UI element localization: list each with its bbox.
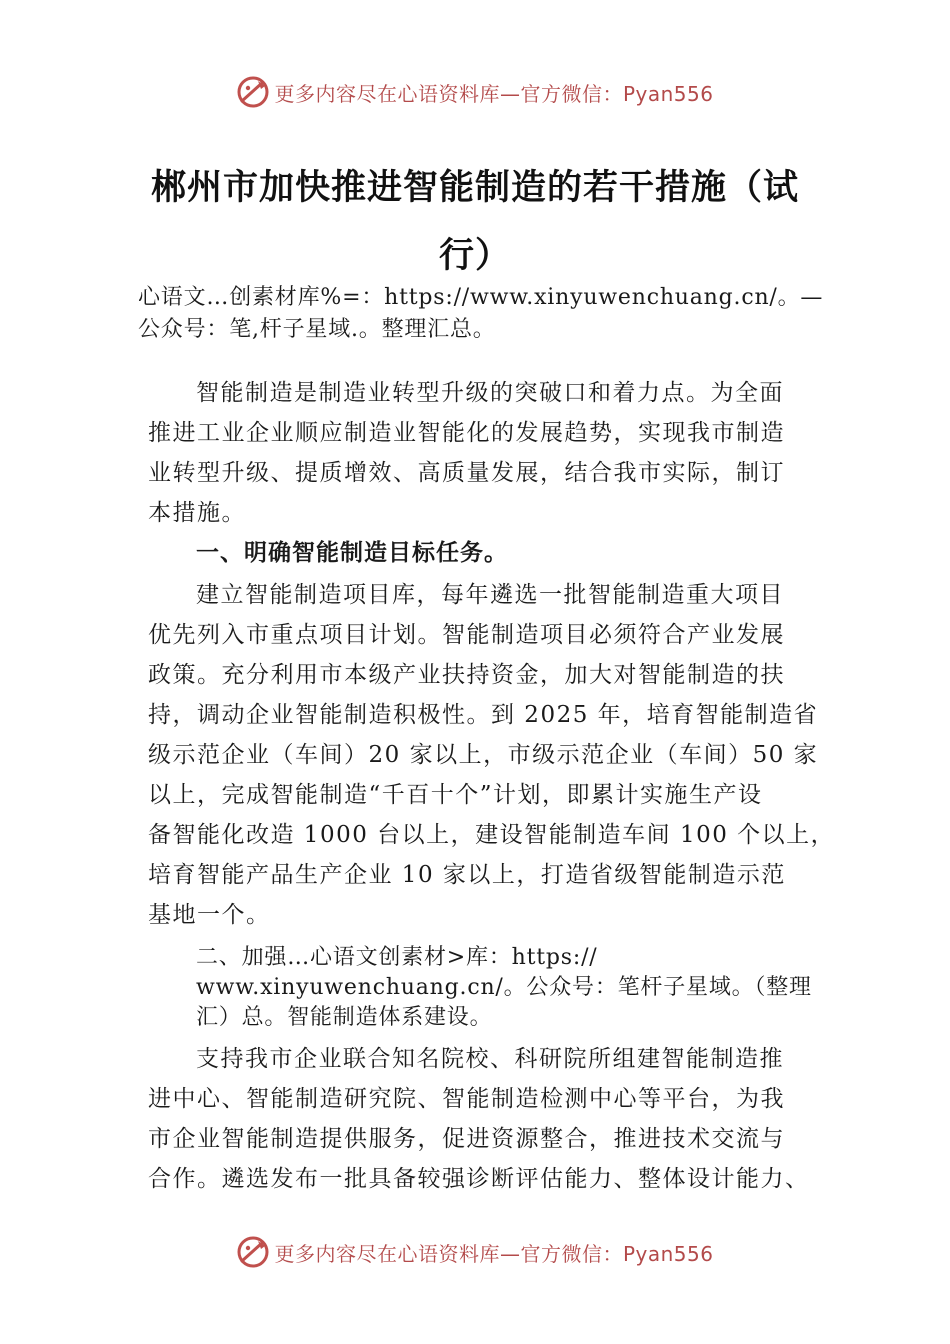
section-heading: 汇）总。智能制造体系建设。 [196, 1005, 493, 1030]
section-heading: 一、明确智能制造目标任务。 [196, 540, 508, 566]
page-title: 郴州市加快推进智能制造的若干措施（试 [150, 167, 799, 208]
paragraph-line: 优先列入市重点项目计划。智能制造项目必须符合产业发展 [148, 622, 785, 648]
section-heading: 二、加强…心语文创素材>库：https:// [196, 945, 598, 970]
paragraph-line: 智能制造是制造业转型升级的突破口和着力点。为全面 [196, 380, 784, 406]
paragraph-line: 合作。遴选发布一批具备较强诊断评估能力、整体设计能力、 [148, 1166, 810, 1192]
paragraph-line: 备智能化改造 1000 台以上，建设智能制造车间 100 个以上， [148, 822, 836, 848]
paragraph-line: 培育智能产品生产企业 10 家以上，打造省级智能制造示范 [148, 862, 786, 888]
paragraph-line: 级示范企业（车间）20 家以上，市级示范企业（车间）50 家 [148, 742, 819, 768]
header-banner [0, 72, 950, 112]
pen-logo-icon [236, 1235, 270, 1269]
paragraph-line: 本措施。 [148, 500, 246, 526]
paragraph-line: 持，调动企业智能制造积极性。到 2025 年，培育智能制造省 [148, 702, 819, 728]
paragraph-line: 推进工业企业顺应制造业智能化的发展趋势，实现我市制造 [148, 420, 785, 446]
section-heading: www.xinyuwenchuang.cn/。公众号：笔杆子星域。（整理 [196, 975, 812, 1000]
banner-text: 更多内容尽在心语资料库—官方微信：Pyan556 [274, 1241, 714, 1266]
paragraph-line: 市企业智能制造提供服务，促进资源整合，推进技术交流与 [148, 1126, 785, 1152]
paragraph-line: 业转型升级、提质增效、高质量发展，结合我市实际，制订 [148, 460, 785, 486]
paragraph-line: 建立智能制造项目库，每年遴选一批智能制造重大项目 [196, 582, 784, 608]
watermark-line: 心语文…创素材库%=：https://www.xinyuwenchuang.cn/。— [138, 285, 824, 310]
paragraph-line: 以上，完成智能制造“千百十个”计划，即累计实施生产设 [148, 782, 763, 808]
paragraph-line: 支持我市企业联合知名院校、科研院所组建智能制造推 [196, 1046, 784, 1072]
paragraph-line: 进中心、智能制造研究院、智能制造检测中心等平台，为我 [148, 1086, 785, 1112]
banner-text: 更多内容尽在心语资料库—官方微信：Pyan556 [274, 81, 714, 106]
paragraph-line: 政策。充分利用市本级产业扶持资金，加大对智能制造的扶 [148, 662, 785, 688]
pen-logo-icon [236, 75, 270, 109]
watermark-line: 公众号：笔,杆子星域.。整理汇总。 [138, 317, 496, 342]
page-title-continued: 行） [438, 235, 511, 276]
paragraph-line: 基地一个。 [148, 902, 271, 928]
footer-banner [0, 1232, 950, 1272]
